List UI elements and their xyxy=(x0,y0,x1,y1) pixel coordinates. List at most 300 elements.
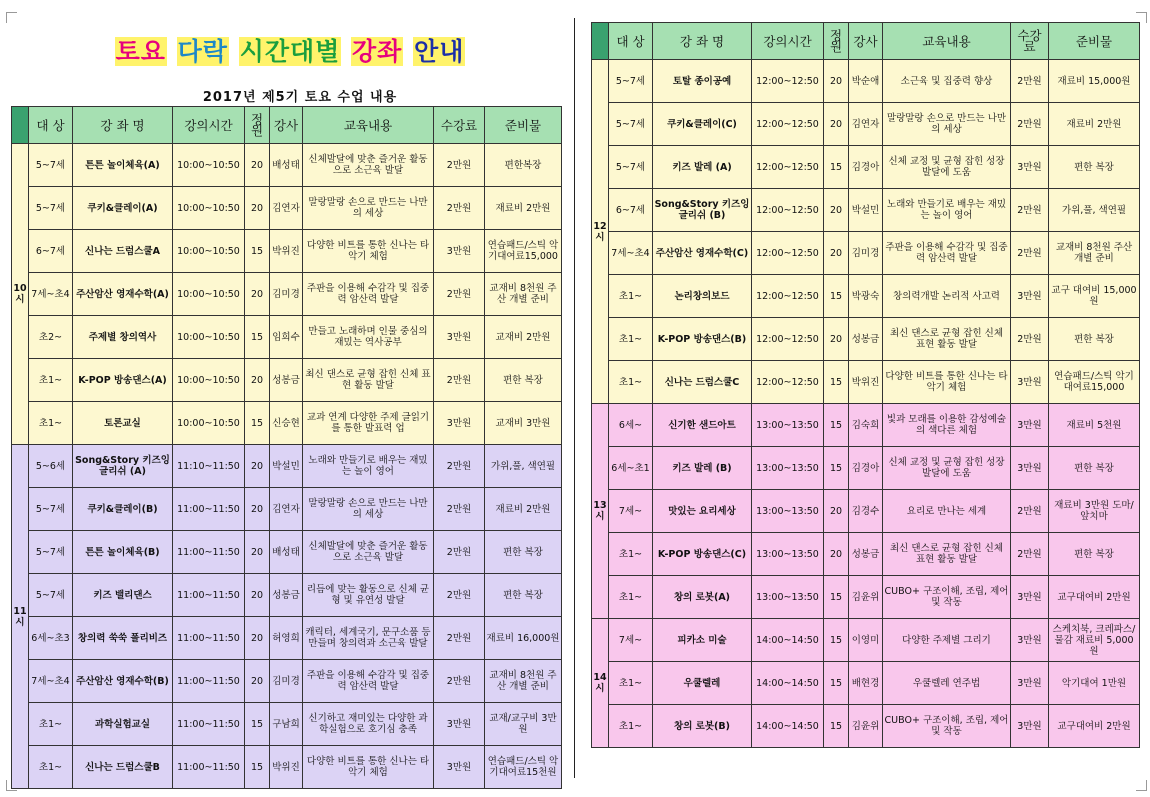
content-cell: 최신 댄스로 균형 잡힌 신체 표현 활동 발달 xyxy=(303,359,434,402)
header-teacher: 강사 xyxy=(270,107,303,144)
course-name-cell: 과학실험교실 xyxy=(73,703,173,746)
target-cell: 5~7세 xyxy=(609,103,653,146)
target-cell: 초1~ xyxy=(609,318,653,361)
capacity-cell: 15 xyxy=(245,402,270,445)
target-cell: 5~7세 xyxy=(29,187,73,230)
course-name-cell: 쿠키&클레이(C) xyxy=(653,103,752,146)
course-name-cell: 창의 로봇(A) xyxy=(653,576,752,619)
capacity-cell: 20 xyxy=(245,660,270,703)
materials-cell: 편한 복장 xyxy=(485,531,562,574)
target-cell: 초1~ xyxy=(609,533,653,576)
capacity-cell: 20 xyxy=(245,359,270,402)
table-row xyxy=(12,316,562,359)
table-row xyxy=(12,574,562,617)
target-cell: 5~6세 xyxy=(29,445,73,488)
teacher-cell: 김윤위 xyxy=(849,705,883,748)
fee-cell: 3만원 xyxy=(1011,404,1049,447)
capacity-cell: 20 xyxy=(824,490,849,533)
target-cell: 초1~ xyxy=(29,402,73,445)
time-slot-label: 10시 xyxy=(12,144,29,445)
time-cell: 10:00~10:50 xyxy=(173,144,245,187)
fee-cell: 2만원 xyxy=(1011,232,1049,275)
capacity-cell: 20 xyxy=(824,533,849,576)
course-name-cell: 쿠키&클레이(B) xyxy=(73,488,173,531)
capacity-cell: 15 xyxy=(824,361,849,404)
time-slot-label: 12시 xyxy=(592,60,609,404)
capacity-cell: 20 xyxy=(245,144,270,187)
time-cell: 13:00~13:50 xyxy=(752,576,824,619)
materials-cell: 교재비 8천원 주산 개별 준비 xyxy=(1049,232,1140,275)
page-divider xyxy=(574,18,575,778)
content-cell: 요리로 만나는 세계 xyxy=(883,490,1011,533)
table-row xyxy=(592,146,1140,189)
target-cell: 초1~ xyxy=(29,359,73,402)
table-row xyxy=(12,660,562,703)
teacher-cell: 성봉금 xyxy=(270,359,303,402)
capacity-cell: 15 xyxy=(824,662,849,705)
content-cell: 노래와 만들기로 배우는 재밌는 놀이 영어 xyxy=(883,189,1011,232)
teacher-cell: 이영미 xyxy=(849,619,883,662)
time-cell: 12:00~12:50 xyxy=(752,60,824,103)
content-cell: 리듬에 맞는 활동으로 신체 균형 및 유연성 발달 xyxy=(303,574,434,617)
content-cell: 우쿨렐레 연주법 xyxy=(883,662,1011,705)
content-cell: 다양한 비트를 통한 신나는 타악기 체험 xyxy=(303,230,434,273)
course-name-cell: 튼튼 놀이체육(B) xyxy=(73,531,173,574)
materials-cell: 가위,풀, 색연필 xyxy=(485,445,562,488)
time-cell: 12:00~12:50 xyxy=(752,103,824,146)
fee-cell: 3만원 xyxy=(434,746,485,789)
target-cell: 5~7세 xyxy=(29,574,73,617)
teacher-cell: 김윤위 xyxy=(849,576,883,619)
teacher-cell: 김연자 xyxy=(849,103,883,146)
course-name-cell: 신나는 드럼스쿨A xyxy=(73,230,173,273)
content-cell: 소근육 및 집중력 향상 xyxy=(883,60,1011,103)
time-cell: 12:00~12:50 xyxy=(752,189,824,232)
course-name-cell: 논리창의보드 xyxy=(653,275,752,318)
teacher-cell: 김숙희 xyxy=(849,404,883,447)
table-row xyxy=(12,144,562,187)
teacher-cell: 박광숙 xyxy=(849,275,883,318)
materials-cell: 교재비 8천원 주산 개별 준비 xyxy=(485,273,562,316)
schedule-table-left xyxy=(11,106,562,789)
teacher-cell: 구남희 xyxy=(270,703,303,746)
crop-mark-bottom-right xyxy=(1136,780,1147,791)
course-name-cell: K-POP 방송댄스(B) xyxy=(653,318,752,361)
time-cell: 10:00~10:50 xyxy=(173,230,245,273)
teacher-cell: 성봉금 xyxy=(849,533,883,576)
header-strip xyxy=(12,107,29,144)
table-row xyxy=(12,703,562,746)
course-name-cell: 주제별 창의역사 xyxy=(73,316,173,359)
course-name-cell: 피카소 미술 xyxy=(653,619,752,662)
materials-cell: 재료비 5천원 xyxy=(1049,404,1140,447)
materials-cell: 교구 대여비 15,000원 xyxy=(1049,275,1140,318)
fee-cell: 2만원 xyxy=(434,144,485,187)
time-cell: 10:00~10:50 xyxy=(173,402,245,445)
course-name-cell: 쿠키&클레이(A) xyxy=(73,187,173,230)
time-cell: 11:00~11:50 xyxy=(173,488,245,531)
table-row xyxy=(592,189,1140,232)
header-capacity: 정원 xyxy=(824,23,849,60)
materials-cell: 교구대여비 2만원 xyxy=(1049,576,1140,619)
fee-cell: 2만원 xyxy=(434,445,485,488)
fee-cell: 2만원 xyxy=(1011,533,1049,576)
target-cell: 7세~초4 xyxy=(29,273,73,316)
materials-cell: 교재비 2만원 xyxy=(485,316,562,359)
materials-cell: 재료비 2만원 xyxy=(1049,103,1140,146)
target-cell: 초1~ xyxy=(609,275,653,318)
table-row xyxy=(592,619,1140,662)
header-time: 강의시간 xyxy=(173,107,245,144)
course-name-cell: 신나는 드럼스쿨B xyxy=(73,746,173,789)
target-cell: 6세~ xyxy=(609,404,653,447)
header-course: 강 좌 명 xyxy=(653,23,752,60)
fee-cell: 2만원 xyxy=(1011,103,1049,146)
capacity-cell: 15 xyxy=(245,316,270,359)
course-name-cell: 창의력 쑥쑥 폴리비즈 xyxy=(73,617,173,660)
content-cell: 신체 교정 및 균형 잡힌 성장 발달에 도움 xyxy=(883,146,1011,189)
table-row xyxy=(12,359,562,402)
fee-cell: 3만원 xyxy=(1011,662,1049,705)
materials-cell: 연습패드/스틱 악기대여료15천원 xyxy=(485,746,562,789)
teacher-cell: 김경아 xyxy=(849,146,883,189)
materials-cell: 편한 복장 xyxy=(1049,318,1140,361)
time-cell: 11:00~11:50 xyxy=(173,703,245,746)
table-row xyxy=(592,60,1140,103)
table-row xyxy=(12,488,562,531)
title-word-2: 다락 xyxy=(177,37,228,66)
materials-cell: 편한 복장 xyxy=(1049,533,1140,576)
capacity-cell: 15 xyxy=(824,275,849,318)
materials-cell: 악기대여 1만원 xyxy=(1049,662,1140,705)
capacity-cell: 15 xyxy=(824,404,849,447)
content-cell: 말랑말랑 손으로 만드는 나만의 세상 xyxy=(303,187,434,230)
capacity-cell: 20 xyxy=(824,318,849,361)
content-cell: 다양한 주제별 그리기 xyxy=(883,619,1011,662)
teacher-cell: 신승현 xyxy=(270,402,303,445)
fee-cell: 2만원 xyxy=(434,660,485,703)
time-cell: 11:00~11:50 xyxy=(173,617,245,660)
target-cell: 6세~초3 xyxy=(29,617,73,660)
target-cell: 5~7세 xyxy=(29,488,73,531)
content-cell: 신체발달에 맞춘 즐거운 활동으로 소근육 발달 xyxy=(303,144,434,187)
time-cell: 11:10~11:50 xyxy=(173,445,245,488)
content-cell: 다양한 비트를 통한 신나는 타악기 체험 xyxy=(883,361,1011,404)
time-cell: 14:00~14:50 xyxy=(752,619,824,662)
header-content: 교육내용 xyxy=(883,23,1011,60)
materials-cell: 스케치북, 크레파스/물감 재료비 5,000원 xyxy=(1049,619,1140,662)
target-cell: 6~7세 xyxy=(609,189,653,232)
header-capacity: 정원 xyxy=(245,107,270,144)
time-cell: 11:00~11:50 xyxy=(173,574,245,617)
fee-cell: 3만원 xyxy=(1011,705,1049,748)
target-cell: 초1~ xyxy=(29,746,73,789)
table-row xyxy=(592,533,1140,576)
table-row xyxy=(592,103,1140,146)
materials-cell: 연습패드/스틱 악기대여료15,000 xyxy=(485,230,562,273)
target-cell: 5~7세 xyxy=(29,144,73,187)
header-materials: 준비물 xyxy=(1049,23,1140,60)
fee-cell: 2만원 xyxy=(1011,318,1049,361)
table-row xyxy=(592,447,1140,490)
header-fee: 수강료 xyxy=(434,107,485,144)
page-title xyxy=(40,32,540,68)
course-name-cell: Song&Story 키즈잉글리쉬 (A) xyxy=(73,445,173,488)
capacity-cell: 20 xyxy=(824,103,849,146)
content-cell: 다양한 비트를 통한 신나는 타악기 체험 xyxy=(303,746,434,789)
capacity-cell: 15 xyxy=(824,705,849,748)
table-row xyxy=(12,746,562,789)
content-cell: 최신 댄스로 균형 잡힌 신체 표현 활동 발달 xyxy=(883,318,1011,361)
materials-cell: 재료비 15,000원 xyxy=(1049,60,1140,103)
capacity-cell: 20 xyxy=(824,189,849,232)
capacity-cell: 15 xyxy=(824,619,849,662)
target-cell: 5~7세 xyxy=(29,531,73,574)
content-cell: 최신 댄스로 균형 잡힌 신체 표현 활동 발달 xyxy=(883,533,1011,576)
capacity-cell: 15 xyxy=(245,703,270,746)
teacher-cell: 박설민 xyxy=(849,189,883,232)
target-cell: 7세~ xyxy=(609,490,653,533)
table-row xyxy=(592,705,1140,748)
capacity-cell: 20 xyxy=(245,488,270,531)
header-content: 교육내용 xyxy=(303,107,434,144)
time-cell: 14:00~14:50 xyxy=(752,662,824,705)
materials-cell: 재료비 2만원 xyxy=(485,187,562,230)
time-cell: 11:00~11:50 xyxy=(173,746,245,789)
teacher-cell: 배성태 xyxy=(270,531,303,574)
course-name-cell: 주산암산 영재수학(B) xyxy=(73,660,173,703)
fee-cell: 2만원 xyxy=(434,273,485,316)
content-cell: 창의력개발 논리적 사고력 xyxy=(883,275,1011,318)
teacher-cell: 김미경 xyxy=(270,660,303,703)
fee-cell: 2만원 xyxy=(434,531,485,574)
fee-cell: 2만원 xyxy=(434,359,485,402)
target-cell: 7세~초4 xyxy=(609,232,653,275)
teacher-cell: 성봉금 xyxy=(849,318,883,361)
fee-cell: 2만원 xyxy=(434,617,485,660)
target-cell: 초1~ xyxy=(609,576,653,619)
content-cell: 주판을 이용해 수감각 및 집중력 암산력 발달 xyxy=(303,660,434,703)
content-cell: 말랑말랑 손으로 만드는 나만의 세상 xyxy=(883,103,1011,146)
teacher-cell: 박위진 xyxy=(270,746,303,789)
crop-mark-top-left xyxy=(6,12,17,23)
time-cell: 13:00~13:50 xyxy=(752,533,824,576)
fee-cell: 2만원 xyxy=(1011,60,1049,103)
course-name-cell: 주산암산 영재수학(C) xyxy=(653,232,752,275)
teacher-cell: 성봉금 xyxy=(270,574,303,617)
table-row xyxy=(592,361,1140,404)
capacity-cell: 20 xyxy=(245,445,270,488)
time-cell: 10:00~10:50 xyxy=(173,359,245,402)
capacity-cell: 20 xyxy=(245,617,270,660)
capacity-cell: 15 xyxy=(824,576,849,619)
course-name-cell: 튼튼 놀이체육(A) xyxy=(73,144,173,187)
table-row xyxy=(592,275,1140,318)
teacher-cell: 허영희 xyxy=(270,617,303,660)
materials-cell: 편한 복장 xyxy=(1049,146,1140,189)
course-name-cell: 토론교실 xyxy=(73,402,173,445)
fee-cell: 2만원 xyxy=(434,574,485,617)
time-cell: 13:00~13:50 xyxy=(752,404,824,447)
header-teacher: 강사 xyxy=(849,23,883,60)
fee-cell: 3만원 xyxy=(1011,146,1049,189)
time-slot-label: 13시 xyxy=(592,404,609,619)
target-cell: 초1~ xyxy=(609,705,653,748)
course-name-cell: 우쿨렐레 xyxy=(653,662,752,705)
course-name-cell: 신기한 샌드아트 xyxy=(653,404,752,447)
time-cell: 13:00~13:50 xyxy=(752,490,824,533)
course-name-cell: K-POP 방송댄스(C) xyxy=(653,533,752,576)
header-materials: 준비물 xyxy=(485,107,562,144)
teacher-cell: 박설민 xyxy=(270,445,303,488)
target-cell: 7세~초4 xyxy=(29,660,73,703)
time-cell: 10:00~10:50 xyxy=(173,187,245,230)
teacher-cell: 박순애 xyxy=(849,60,883,103)
course-name-cell: 맛있는 요리세상 xyxy=(653,490,752,533)
fee-cell: 3만원 xyxy=(1011,447,1049,490)
fee-cell: 2만원 xyxy=(1011,189,1049,232)
table-row xyxy=(12,402,562,445)
target-cell: 7세~ xyxy=(609,619,653,662)
capacity-cell: 20 xyxy=(245,273,270,316)
target-cell: 5~7세 xyxy=(609,60,653,103)
table-row xyxy=(592,662,1140,705)
course-name-cell: 창의 로봇(B) xyxy=(653,705,752,748)
teacher-cell: 김경아 xyxy=(849,447,883,490)
time-cell: 14:00~14:50 xyxy=(752,705,824,748)
table-row xyxy=(12,617,562,660)
content-cell: 신기하고 재미있는 다양한 과학실험으로 호기심 충족 xyxy=(303,703,434,746)
target-cell: 초1~ xyxy=(609,361,653,404)
capacity-cell: 15 xyxy=(824,447,849,490)
fee-cell: 3만원 xyxy=(434,230,485,273)
content-cell: 말랑말랑 손으로 만드는 나만의 세상 xyxy=(303,488,434,531)
header-strip xyxy=(592,23,609,60)
table-row xyxy=(592,404,1140,447)
target-cell: 초1~ xyxy=(29,703,73,746)
teacher-cell: 김연자 xyxy=(270,488,303,531)
materials-cell: 재료비 3만원 도마/앞치마 xyxy=(1049,490,1140,533)
course-name-cell: 주산암산 영재수학(A) xyxy=(73,273,173,316)
target-cell: 5~7세 xyxy=(609,146,653,189)
header-target: 대 상 xyxy=(609,23,653,60)
target-cell: 초1~ xyxy=(609,662,653,705)
teacher-cell: 배현경 xyxy=(849,662,883,705)
content-cell: 빛과 모래를 이용한 감성예술의 색다른 체험 xyxy=(883,404,1011,447)
time-cell: 13:00~13:50 xyxy=(752,447,824,490)
title-word-4: 강좌 xyxy=(352,37,403,66)
table-row xyxy=(592,232,1140,275)
target-cell: 6세~초1 xyxy=(609,447,653,490)
capacity-cell: 15 xyxy=(245,746,270,789)
table-row xyxy=(12,531,562,574)
time-cell: 11:00~11:50 xyxy=(173,660,245,703)
teacher-cell: 임희수 xyxy=(270,316,303,359)
table-row xyxy=(12,230,562,273)
time-cell: 12:00~12:50 xyxy=(752,232,824,275)
materials-cell: 편한 복장 xyxy=(485,574,562,617)
course-name-cell: 키즈 발레 (A) xyxy=(653,146,752,189)
fee-cell: 3만원 xyxy=(1011,275,1049,318)
materials-cell: 연습패드/스틱 악기대여료15,000 xyxy=(1049,361,1140,404)
content-cell: CUBO+ 구조이해, 조립, 제어 및 작동 xyxy=(883,705,1011,748)
fee-cell: 3만원 xyxy=(434,703,485,746)
teacher-cell: 김연자 xyxy=(270,187,303,230)
capacity-cell: 20 xyxy=(245,187,270,230)
header-row xyxy=(592,23,1140,60)
content-cell: 신체 교정 및 균형 잡힌 성장 발달에 도움 xyxy=(883,447,1011,490)
capacity-cell: 20 xyxy=(824,232,849,275)
fee-cell: 3만원 xyxy=(1011,619,1049,662)
title-word-3: 시간대별 xyxy=(239,37,341,66)
materials-cell: 교재/교구비 3만원 xyxy=(485,703,562,746)
content-cell: CUBO+ 구조이해, 조립, 제어 및 작동 xyxy=(883,576,1011,619)
fee-cell: 2만원 xyxy=(1011,490,1049,533)
time-slot-label: 11시 xyxy=(12,445,29,789)
course-name-cell: 키즈 밸리댄스 xyxy=(73,574,173,617)
capacity-cell: 20 xyxy=(824,60,849,103)
materials-cell: 가위,풀, 색연필 xyxy=(1049,189,1140,232)
teacher-cell: 김경수 xyxy=(849,490,883,533)
teacher-cell: 김미경 xyxy=(270,273,303,316)
fee-cell: 3만원 xyxy=(1011,361,1049,404)
course-name-cell: K-POP 방송댄스(A) xyxy=(73,359,173,402)
capacity-cell: 20 xyxy=(245,531,270,574)
header-row xyxy=(12,107,562,144)
materials-cell: 재료비 16,000원 xyxy=(485,617,562,660)
teacher-cell: 배성태 xyxy=(270,144,303,187)
header-course: 강 좌 명 xyxy=(73,107,173,144)
content-cell: 캐릭터, 세계국기, 문구소품 등 만들며 창의력과 소근육 발달 xyxy=(303,617,434,660)
table-row xyxy=(592,576,1140,619)
course-name-cell: Song&Story 키즈잉글리쉬 (B) xyxy=(653,189,752,232)
course-name-cell: 신나는 드럼스쿨C xyxy=(653,361,752,404)
materials-cell: 교재비 8천원 주산 개별 준비 xyxy=(485,660,562,703)
teacher-cell: 박위진 xyxy=(849,361,883,404)
materials-cell: 재료비 2만원 xyxy=(485,488,562,531)
title-word-5: 안내 xyxy=(414,37,465,66)
content-cell: 신체발달에 맞춘 즐거운 활동으로 소근육 발달 xyxy=(303,531,434,574)
table-row xyxy=(592,318,1140,361)
materials-cell: 교재비 3만원 xyxy=(485,402,562,445)
time-cell: 12:00~12:50 xyxy=(752,146,824,189)
course-name-cell: 키즈 발레 (B) xyxy=(653,447,752,490)
capacity-cell: 15 xyxy=(245,230,270,273)
course-name-cell: 토탈 종이공예 xyxy=(653,60,752,103)
materials-cell: 편한 복장 xyxy=(1049,447,1140,490)
table-row xyxy=(12,273,562,316)
time-cell: 10:00~10:50 xyxy=(173,273,245,316)
page-subtitle: 2017년 제5기 토요 수업 내용 xyxy=(202,90,398,105)
teacher-cell: 박위진 xyxy=(270,230,303,273)
fee-cell: 3만원 xyxy=(434,402,485,445)
capacity-cell: 15 xyxy=(824,146,849,189)
header-time: 강의시간 xyxy=(752,23,824,60)
time-cell: 12:00~12:50 xyxy=(752,275,824,318)
header-fee: 수강료 xyxy=(1011,23,1049,60)
table-row xyxy=(592,490,1140,533)
table-row xyxy=(12,187,562,230)
content-cell: 주판을 이용해 수감각 및 집중력 암산력 발달 xyxy=(883,232,1011,275)
content-cell: 교과 연계 다양한 주제 글읽기를 통한 발표력 업 xyxy=(303,402,434,445)
time-slot-label: 14시 xyxy=(592,619,609,748)
materials-cell: 교구대여비 2만원 xyxy=(1049,705,1140,748)
content-cell: 노래와 만들기로 배우는 재밌는 놀이 영어 xyxy=(303,445,434,488)
content-cell: 주판을 이용해 수감각 및 집중력 암산력 발달 xyxy=(303,273,434,316)
fee-cell: 3만원 xyxy=(434,316,485,359)
materials-cell: 편한복장 xyxy=(485,144,562,187)
target-cell: 초2~ xyxy=(29,316,73,359)
